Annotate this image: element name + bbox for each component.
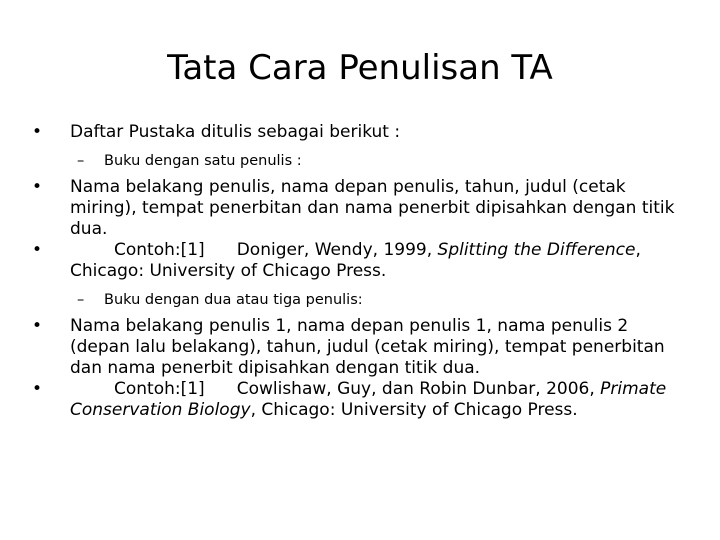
bullet-marker: • bbox=[31, 240, 43, 260]
bullet-rule-2 bbox=[28, 316, 688, 379]
example1-label: Contoh:[1] bbox=[114, 240, 205, 260]
example1-publisher: , Chicago: University of Chicago Press. bbox=[70, 240, 641, 281]
sub-bullet-multi-author bbox=[28, 290, 688, 310]
rule2-text: Nama belakang penulis 1, nama depan penulis 1, nama penulis 2 (depan lalu belakang), tahun, judul (cetak miring), tempat penerbitan dan nama penerbit dipisahkan dengan titik dua. bbox=[70, 316, 665, 378]
example2-title: Primate Conservation Biology bbox=[70, 379, 667, 420]
slide-title: Tata Cara Penulisan TA bbox=[167, 48, 553, 88]
example2-authors: Cowlishaw, Guy, dan Robin Dunbar, 2006, bbox=[236, 379, 595, 399]
intro-text: Daftar Pustaka ditulis sebagai berikut : bbox=[70, 122, 401, 142]
example2-label: Contoh:[1] bbox=[114, 379, 205, 399]
bullet-marker: • bbox=[31, 122, 43, 142]
sub-bullet-marker: – bbox=[77, 153, 85, 169]
sub2-text: Buku dengan dua atau tiga penulis: bbox=[104, 292, 363, 308]
sub-bullet-single-author bbox=[28, 151, 688, 171]
example1-authors: Doniger, Wendy, 1999, bbox=[236, 240, 433, 260]
rule1-text: Nama belakang penulis, nama depan penulis, tahun, judul (cetak miring), tempat penerbitan dan nama penerbit dipisahkan dengan titik dua. bbox=[70, 177, 675, 239]
bullet-example-2 bbox=[28, 379, 688, 421]
bullet-intro bbox=[28, 122, 688, 143]
bullet-marker: • bbox=[31, 316, 43, 336]
sub-bullet-marker: – bbox=[77, 292, 85, 308]
bullet-example-1 bbox=[28, 240, 688, 282]
bullet-marker: • bbox=[31, 177, 43, 197]
sub1-text: Buku dengan satu penulis : bbox=[104, 153, 302, 169]
bullet-marker: • bbox=[31, 379, 43, 399]
example1-title: Splitting the Difference bbox=[437, 240, 636, 260]
example2-publisher: , Chicago: University of Chicago Press. bbox=[250, 400, 578, 420]
slide-body bbox=[28, 122, 688, 421]
bullet-rule-1 bbox=[28, 177, 688, 240]
